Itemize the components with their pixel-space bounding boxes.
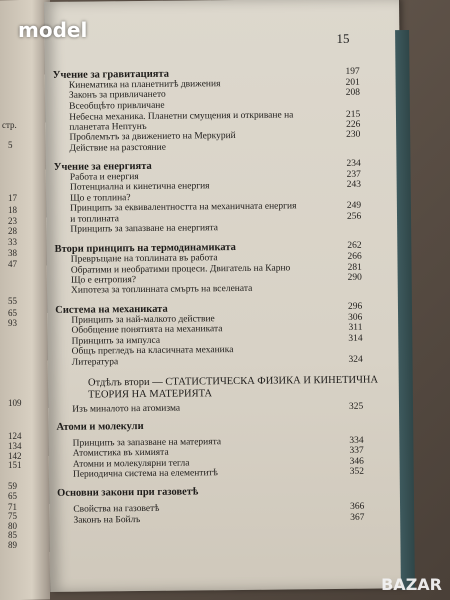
toc-entry: Изъ миналото на атомизма: [72, 403, 181, 415]
toc-page-number: 337: [349, 445, 364, 456]
toc-page-number: 237: [346, 169, 361, 180]
toc-page-number: 346: [349, 456, 364, 467]
toc-entry: Потенциална и кинетична енергия: [69, 181, 210, 193]
toc-entry: Работа и енергия: [69, 172, 139, 183]
page-number: 15: [336, 30, 350, 46]
toc-page-number: 266: [347, 251, 362, 262]
toc-page-number: 226: [346, 119, 361, 130]
toc-entry: Принципъ за запазване на материята: [72, 437, 222, 449]
toc-entry: и топлината: [70, 214, 120, 225]
left-margin-number: 65: [8, 491, 17, 501]
toc-entry: Принципъ за импулса: [71, 335, 161, 347]
left-margin-number: 85: [8, 530, 17, 540]
left-margin-number: 18: [8, 205, 17, 215]
left-margin-number: 17: [8, 193, 17, 203]
left-margin-number: 109: [8, 398, 22, 408]
toc-page-number: 352: [349, 466, 364, 477]
toc-page-number: 197: [345, 66, 360, 77]
toc-page-number: 311: [348, 322, 363, 333]
left-margin-number: 59: [8, 481, 17, 491]
toc-entry: Принципъ за най-малкото действие: [71, 314, 215, 326]
left-margin-number: 89: [8, 540, 17, 550]
toc-entry: Проблемътъ за движението на Меркурий: [69, 130, 236, 143]
toc-entry: Всеобщѣто привличане: [69, 100, 165, 112]
toc-entry: Свойства на газоветѣ: [73, 503, 160, 515]
toc-entry: Принципъ за еквивалентността на механичната енергия: [70, 201, 297, 214]
toc-section-title: Втори принципъ на термодинамиката: [54, 242, 236, 255]
toc-page-number: 324: [348, 354, 363, 365]
left-margin-number: 142: [8, 451, 22, 461]
toc-page-number: 243: [346, 179, 361, 190]
toc-entry: планетата Нептунъ: [69, 121, 147, 133]
toc-entry: Принципъ за запазване на енергията: [70, 223, 219, 235]
left-margin-number: 134: [8, 441, 22, 451]
toc-section-title: Учение за енергията: [53, 160, 152, 173]
toc-entry: Действие на разстояние: [69, 142, 166, 154]
toc-section-title: Система на механиката: [55, 303, 168, 316]
toc-page-number: 281: [347, 262, 362, 273]
toc-page-number: 296: [347, 301, 363, 312]
left-margin-number: 23: [8, 216, 17, 226]
toc-section-title: Атоми и молекули: [56, 420, 144, 433]
left-margin-number: 93: [8, 318, 17, 328]
toc-page-number: 215: [345, 109, 361, 120]
left-margin-number: 151: [8, 460, 22, 470]
toc-entry: Небесна механика. Планетни смущения и откриване на: [69, 110, 294, 123]
toc-entry: Обратими и необратими процеси. Двигатель на Карно: [70, 263, 291, 276]
toc-page-number: 262: [347, 240, 362, 251]
left-margin-number: 47: [8, 259, 17, 269]
book-page: [44, 0, 405, 592]
left-margin-number: 80: [8, 521, 17, 531]
toc-page-number: 234: [346, 158, 361, 169]
toc-page-number: 367: [350, 512, 365, 523]
toc-part-heading: Отдѣлъ втори — СТАТИСТИЧЕСКА ФИЗИКА И КИНЕТИЧНА: [87, 374, 379, 389]
toc-page-number: 334: [349, 435, 364, 446]
toc-page-number: 230: [346, 129, 361, 140]
toc-entry: Периодична система на елементитѣ: [72, 468, 218, 480]
toc-entry: Законъ за привличането: [68, 89, 166, 101]
toc-page-number: 256: [346, 211, 362, 222]
toc-entry: Атомни и молекулярни тегла: [72, 458, 190, 470]
left-margin-number: стр.: [2, 120, 17, 130]
left-margin-number: 71: [8, 502, 17, 512]
toc-entry: Атомистика въ химията: [72, 447, 169, 459]
toc-page-number: 306: [348, 312, 363, 323]
bazar-badge: BAZAR: [381, 575, 442, 594]
watermark-logo: model: [18, 18, 88, 42]
toc-entry: Обобщение понятията на механиката: [71, 324, 223, 336]
toc-page-number: 201: [345, 77, 360, 88]
toc-entry: Що е топлина?: [70, 193, 131, 204]
left-margin-number: 75: [8, 511, 17, 521]
toc-entry: Законъ на Бойлъ: [73, 515, 141, 526]
toc-section-title: Основни закони при газоветѣ: [57, 486, 199, 499]
left-margin-number: 33: [8, 237, 17, 247]
left-margin-number: 28: [8, 226, 17, 236]
toc-page-number: 249: [346, 200, 362, 211]
left-margin-number: 65: [8, 308, 17, 318]
left-margin-number: 38: [8, 248, 17, 258]
toc-page-number: 208: [345, 87, 361, 98]
toc-entry: Литература: [71, 357, 119, 368]
toc-page-number: 290: [347, 272, 362, 283]
toc-page-number: 314: [348, 333, 363, 344]
left-margin-number: 55: [8, 296, 17, 306]
toc-entry: Превръщане на топлината въ работа: [70, 253, 218, 265]
toc-entry: Хипотеза за топлинната смърть на вселената: [70, 283, 253, 296]
toc-page-number: 366: [350, 501, 365, 512]
left-margin-number: 5: [8, 140, 13, 150]
toc-part-heading: ТЕОРИЯ НА МАТЕРИЯТА: [88, 388, 213, 401]
toc-entry: Що е ентропия?: [70, 275, 137, 286]
toc-entry: Кинематика на планетнитѣ движения: [68, 79, 221, 91]
toc-section-title: Учение за гравитацията: [52, 68, 170, 81]
toc-page-number: 325: [348, 401, 364, 412]
toc-entry: Общъ прегледъ на класичната механика: [71, 345, 234, 357]
left-margin-number: 124: [8, 431, 22, 441]
